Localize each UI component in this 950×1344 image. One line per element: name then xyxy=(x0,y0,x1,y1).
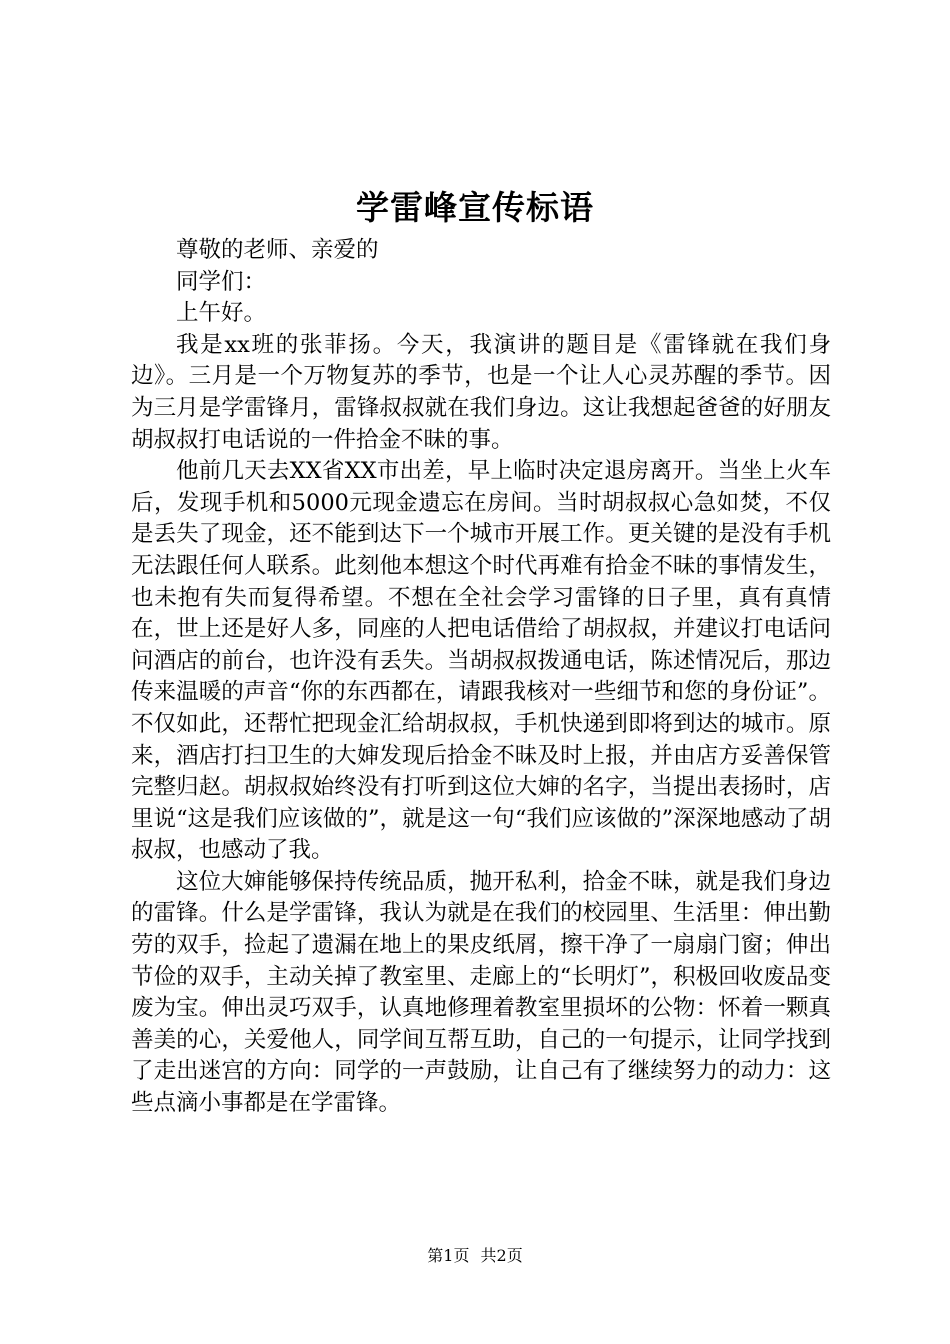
page-total: 共2页 xyxy=(480,1246,523,1265)
page-number: 第1页 xyxy=(427,1246,470,1265)
salutation-line-2: 同学们： xyxy=(176,268,267,295)
body-paragraph: 他前几天去XX省XX市出差，早上临时决定退房离开。当坐上火车后，发现手机和5000元现金遗忘在房间。当时胡叔叔心急如焚，不仅是丢失了现金，还不能到达下一个城市开展工作。更关键的是没有手机无法跟任何人联系。此刻他本想这个时代再难有拾金不昧的事情发生，也未抱有失而复得希望。不想在全社会学习雷锋的日子里，真有真情在，世上还是好人多，同座的人把电话借给了胡叔叔，并建议打电话问问酒店的前台，也许没有丢失。当胡叔叔拨通电话，陈述情况后，那边传来温暖的声音“你的东西都在，请跟我核对一些细节和您的身份证”。不仅如此，还帮忙把现金汇给胡叔叔，手机快递到即将到达的城市。原来，酒店打扫卫生的大婶发现后拾金不昧及时上报，并由店方妥善保管完整归赵。胡叔叔始终没有打听到这位大婶的名字，当提出表扬时，店里说“这是我们应该做的”，就是这一句“我们应该做的”深深地感动了胡叔叔，也感动了我。 xyxy=(131,458,831,864)
document-body xyxy=(131,235,831,1120)
page-footer xyxy=(0,1244,950,1268)
document-title: 学雷峰宣传标语 xyxy=(356,188,594,227)
body-paragraph: 这位大婶能够保持传统品质，抛开私利，拾金不昧，就是我们身边的雷锋。什么是学雷锋，我认为就是在我们的校园里、生活里：伸出勤劳的双手，捡起了遗漏在地上的果皮纸屑，擦干净了一扇扇门窗；伸出节俭的双手，主动关掉了教室里、走廊上的“长明灯”，积极回收废品变废为宝。伸出灵巧双手，认真地修理着教室里损坏的公物：怀着一颗真善美的心，关爱他人，同学间互帮互助，自己的一句提示，让同学找到了走出迷宫的方向：同学的一声鼓励，让自己有了继续努力的动力：这些点滴小事都是在学雷锋。 xyxy=(131,868,831,1117)
body-paragraph: 我是xx班的张菲扬。今天，我演讲的题目是《雷锋就在我们身边》。三月是一个万物复苏的季节，也是一个让人心灵苏醒的季节。因为三月是学雷锋月，雷锋叔叔就在我们身边。这让我想起爸爸的好朋友胡叔叔打电话说的一件拾金不昧的事。 xyxy=(131,331,831,453)
greeting-line: 上午好。 xyxy=(176,300,267,327)
salutation-line-1: 尊敬的老师、亲爱的 xyxy=(176,237,379,263)
